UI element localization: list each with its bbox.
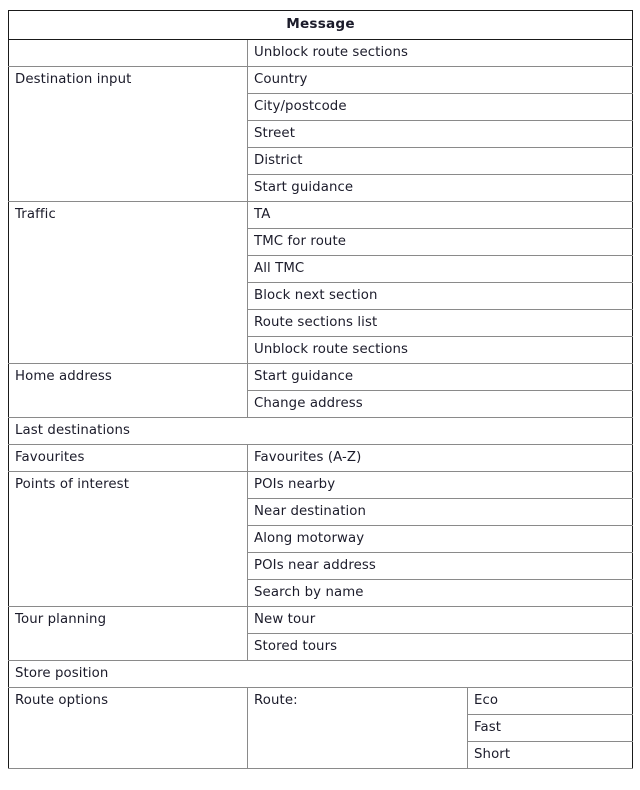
table-head [9, 11, 633, 40]
submenu-label-cell: POIs nearby [248, 472, 633, 499]
navigation-menu-table [8, 10, 633, 769]
submenu-label-cell: Block next section [248, 283, 633, 310]
table-row [9, 67, 633, 94]
table-row [9, 445, 633, 472]
submenu-label-cell: Street [248, 121, 633, 148]
menu-label-cell: Favourites [9, 445, 248, 472]
menu-label-cell: Last destinations [9, 418, 633, 445]
table-body [9, 40, 633, 769]
menu-label-cell: Traffic [9, 202, 248, 364]
submenu-label-cell: Unblock route sections [248, 40, 633, 67]
submenu-label-cell: Along motorway [248, 526, 633, 553]
submenu-label-cell: City/postcode [248, 94, 633, 121]
submenu-label-cell: Favourites (A-Z) [248, 445, 633, 472]
submenu-label-cell: Start guidance [248, 364, 633, 391]
submenu-label-cell: Start guidance [248, 175, 633, 202]
option-label-cell: Short [468, 742, 633, 769]
menu-label-cell: Tour planning [9, 607, 248, 661]
table-row [9, 607, 633, 634]
table-header-message: Message [9, 11, 633, 40]
submenu-label-cell: Change address [248, 391, 633, 418]
option-label-cell: Eco [468, 688, 633, 715]
header-row [9, 11, 633, 40]
submenu-label-cell: POIs near address [248, 553, 633, 580]
submenu-label-cell: TMC for route [248, 229, 633, 256]
navigation-menu-table-container [8, 10, 632, 769]
table-row [9, 202, 633, 229]
menu-label-cell: Route options [9, 688, 248, 769]
submenu-label-cell: Country [248, 67, 633, 94]
menu-label-cell-empty [9, 40, 248, 67]
menu-label-cell: Destination input [9, 67, 248, 202]
submenu-label-cell: New tour [248, 607, 633, 634]
submenu-label-cell: Route: [248, 688, 468, 769]
table-row [9, 661, 633, 688]
submenu-label-cell: Route sections list [248, 310, 633, 337]
table-row [9, 364, 633, 391]
submenu-label-cell: Near destination [248, 499, 633, 526]
table-row [9, 40, 633, 67]
submenu-label-cell: Stored tours [248, 634, 633, 661]
option-label-cell: Fast [468, 715, 633, 742]
submenu-label-cell: District [248, 148, 633, 175]
submenu-label-cell: TA [248, 202, 633, 229]
menu-label-cell: Store position [9, 661, 633, 688]
submenu-label-cell: Unblock route sections [248, 337, 633, 364]
submenu-label-cell: All TMC [248, 256, 633, 283]
submenu-label-cell: Search by name [248, 580, 633, 607]
menu-label-cell: Home address [9, 364, 248, 418]
table-row [9, 472, 633, 499]
menu-label-cell: Points of interest [9, 472, 248, 607]
table-row [9, 418, 633, 445]
table-row [9, 688, 633, 715]
